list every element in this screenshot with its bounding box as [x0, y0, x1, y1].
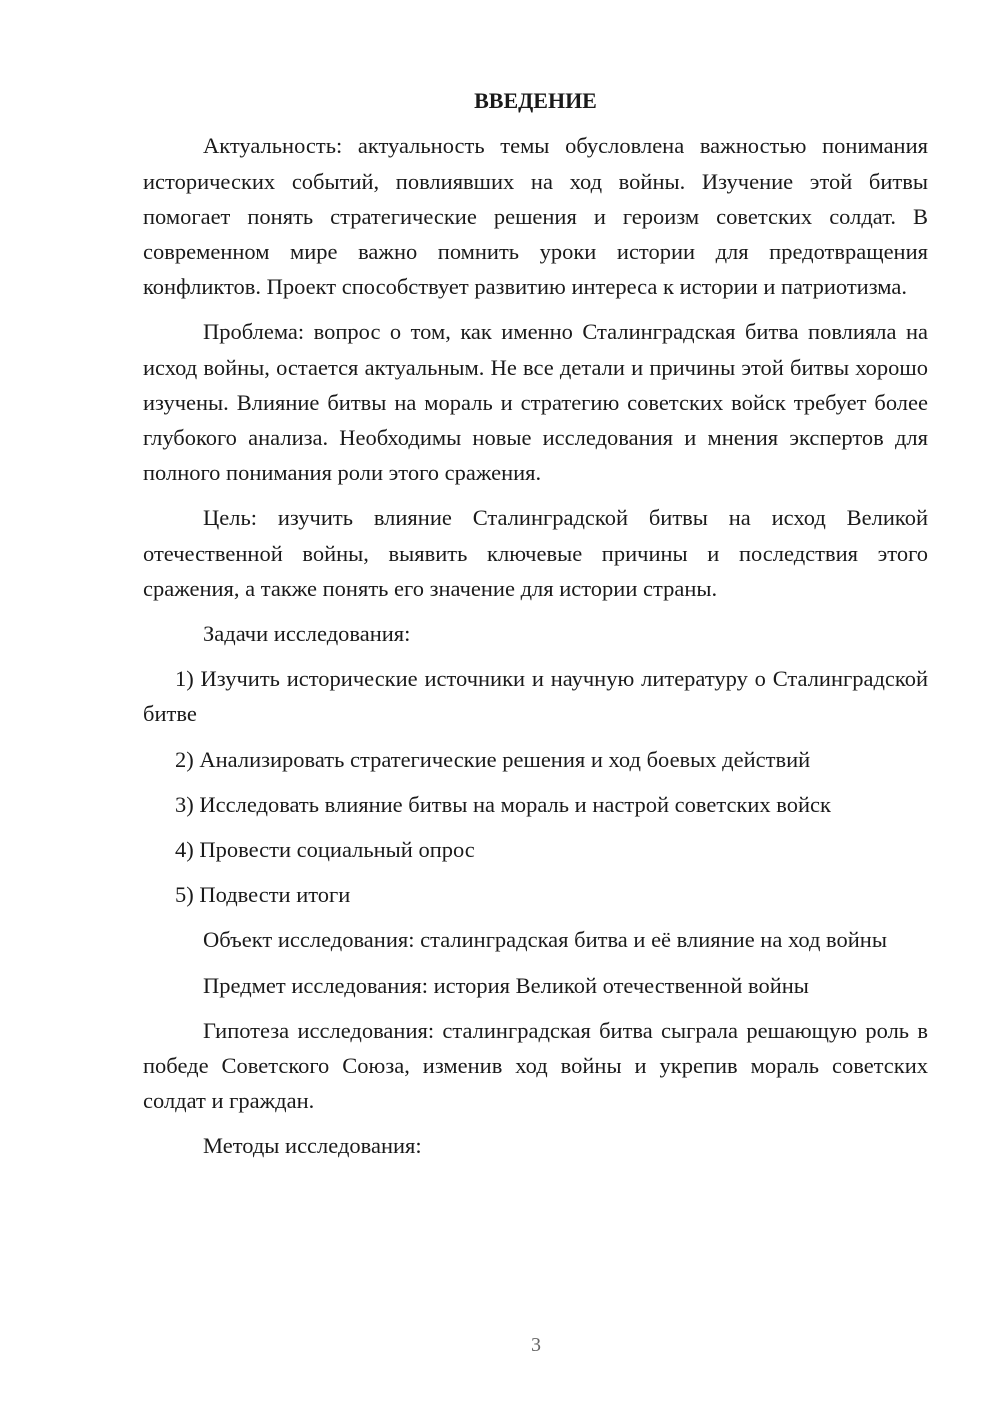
tasks-list [143, 661, 928, 912]
list-item: 1) Изучить исторические источники и научную литературу о Сталинградской битве [143, 666, 928, 727]
section-title: ВВЕДЕНИЕ [474, 88, 597, 113]
problem-paragraph: Проблема: вопрос о том, как именно Сталинградская битва повлияла на исход войны, остается актуальным. Не все детали и причины этой битвы хорошо изучены. Влияние битвы на мораль и стратегию советских войск требует более глубокого анализа. Необходимы новые исследования и мнения экспертов для полного понимания роли этого сражения. [143, 319, 928, 486]
document-page [143, 88, 928, 1164]
list-item: 3) Исследовать влияние битвы на мораль и настрой советских войск [175, 791, 831, 817]
page-number: 3 [531, 1334, 541, 1356]
goal-paragraph: Цель: изучить влияние Сталинградской битвы на исход Великой отечественной войны, выявить ключевые причины и последствия этого сражения, а также понять его значение для истории страны. [143, 505, 928, 601]
relevance-paragraph: Актуальность: актуальность темы обусловлена важностью понимания исторических событий, повлиявших на ход войны. Изучение этой битвы помогает понять стратегические решения и героизм советских солдат. В современном мире важно помнить уроки истории для предотвращения конфликтов. Проект способствует развитию интереса к истории и патриотизма. [143, 133, 928, 300]
methods-heading: Методы исследования: [203, 1133, 422, 1159]
list-item: 4) Провести социальный опрос [175, 837, 475, 863]
list-item: 2) Анализировать стратегические решения и ход боевых действий [175, 746, 811, 772]
tasks-heading: Задачи исследования: [203, 621, 411, 647]
list-item: 5) Подвести итоги [175, 882, 351, 908]
hypothesis-paragraph: Гипотеза исследования: сталинградская битва сыграла решающую роль в победе Советского Союза, изменив ход войны и укрепив мораль советских солдат и граждан. [143, 1017, 928, 1114]
object-paragraph: Объект исследования: сталинградская битва и её влияние на ход войны [203, 927, 887, 953]
subject-paragraph: Предмет исследования: история Великой отечественной войны [203, 972, 809, 998]
